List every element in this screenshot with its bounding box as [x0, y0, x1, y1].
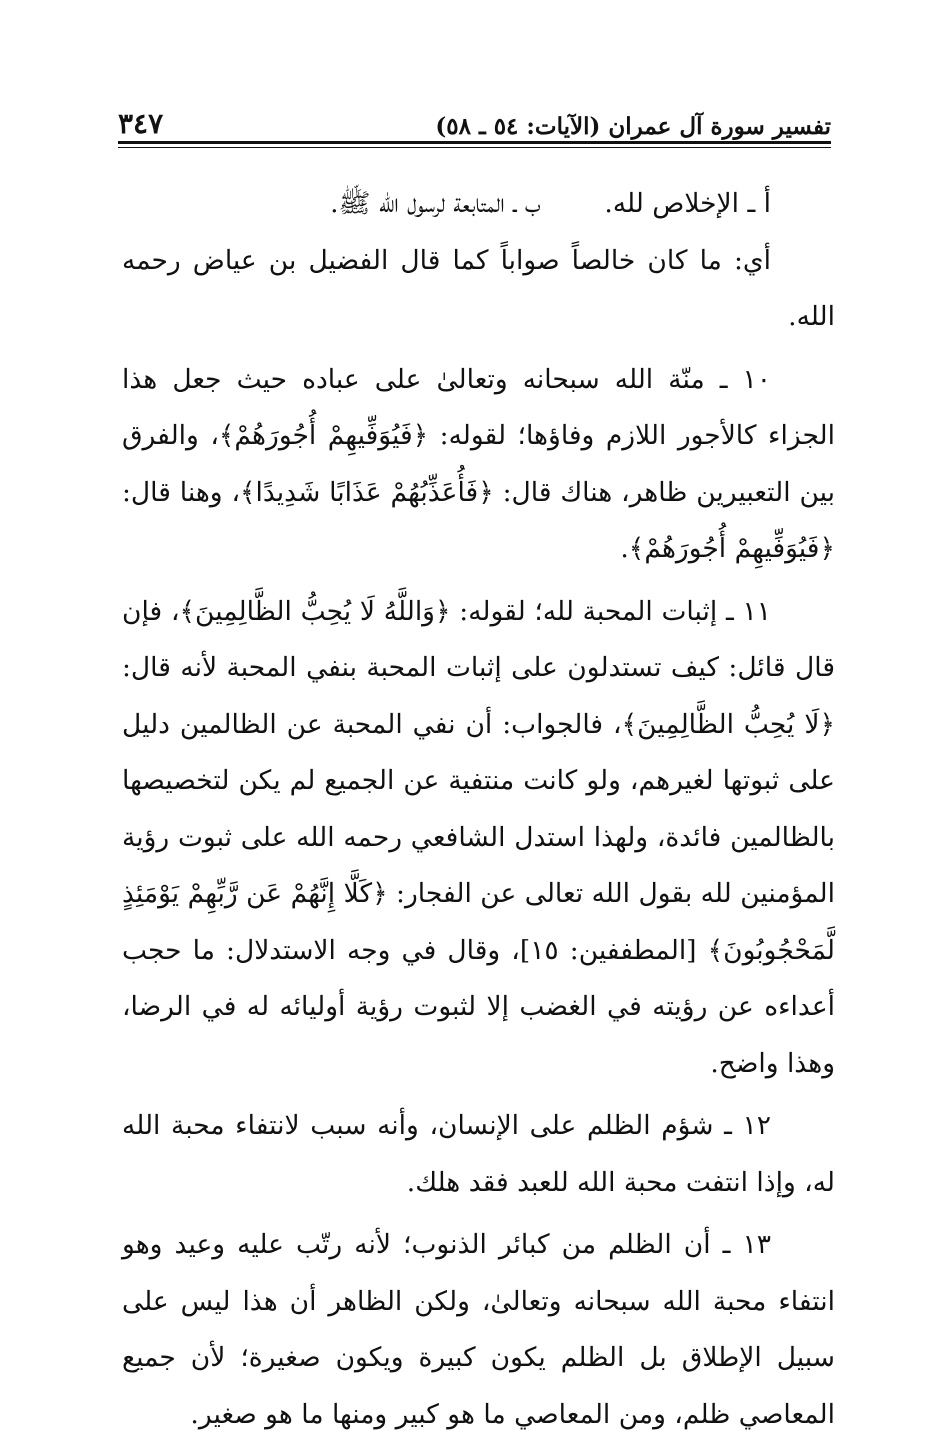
- page-body: [122, 176, 835, 1443]
- header-rule-thin: [118, 147, 831, 148]
- criterion-b: ب ـ المتابعة لرسول الله ﷺ.: [330, 188, 541, 219]
- running-title: تفسير سورة آل عمران (الآيات: ٥٤ ـ ٥٨): [435, 113, 831, 140]
- header-rule-thick: [118, 141, 831, 144]
- page-number: ٣٤٧: [118, 107, 164, 140]
- criterion-a: أ ـ الإخلاص لله.: [604, 188, 771, 219]
- paragraph-12: ١٢ ـ شؤم الظلم على الإنسان، وأنه سبب لانتفاء محبة الله له، وإذا انتفت محبة الله للعبد فقد هلك.: [122, 1110, 835, 1198]
- criteria-line: [122, 176, 835, 233]
- paragraph-10: ١٠ ـ منّة الله سبحانه وتعالىٰ على عباده حيث جعل هذا الجزاء كالأجور اللازم وفاؤها؛ لقوله: ﴿فَيُوَفِّيهِمْ أُجُورَهُمْ﴾، والفرق بين التعبيرين ظاهر، هناك قال: ﴿فَأُعَذِّبُهُمْ عَذَابًا شَدِيدًا﴾، وهنا قال: ﴿فَيُوَفِّيهِمْ أُجُورَهُمْ﴾.: [122, 363, 835, 564]
- paragraph-fudayl: أي: ما كان خالصاً صواباً كما قال الفضيل بن عياض رحمه الله.: [122, 244, 835, 332]
- page-header: [118, 98, 831, 140]
- paragraph-13: ١٣ ـ أن الظلم من كبائر الذنوب؛ لأنه رتّب عليه وعيد وهو انتفاء محبة الله سبحانه وتعالىٰ، ولكن الظاهر أن هذا ليس على سبيل الإطلاق بل الظلم يكون كبيرة ويكون صغيرة؛ لأن جميع المعاصي ظلم، ومن المعاصي ما هو كبير ومنها ما هو صغير.: [122, 1229, 835, 1430]
- paragraph-11: ١١ ـ إثبات المحبة لله؛ لقوله: ﴿وَاللَّهُ لَا يُحِبُّ الظَّالِمِينَ﴾، فإن قال قائل: كيف تستدلون على إثبات المحبة بنفي المحبة لأنه قال: ﴿لَا يُحِبُّ الظَّالِمِينَ﴾، فالجواب: أن نفي المحبة عن الظالمين دليل على ثبوتها لغيرهم، ولو كانت منتفية عن الجميع لم يكن لتخصيصها بالظالمين فائدة، ولهذا استدل الشافعي رحمه الله على ثبوت رؤية المؤمنين لله بقول الله تعالى عن الفجار: ﴿كَلَّا إِنَّهُمْ عَن رَّبِّهِمْ يَوْمَئِذٍ لَّمَحْجُوبُونَ﴾ [المطففين: ١٥]، وقال في وجه الاستدلال: ما حجب أعداءه عن رؤيته في الغضب إلا لثبوت رؤية أوليائه له في الرضا، وهذا واضح.: [122, 595, 835, 1079]
